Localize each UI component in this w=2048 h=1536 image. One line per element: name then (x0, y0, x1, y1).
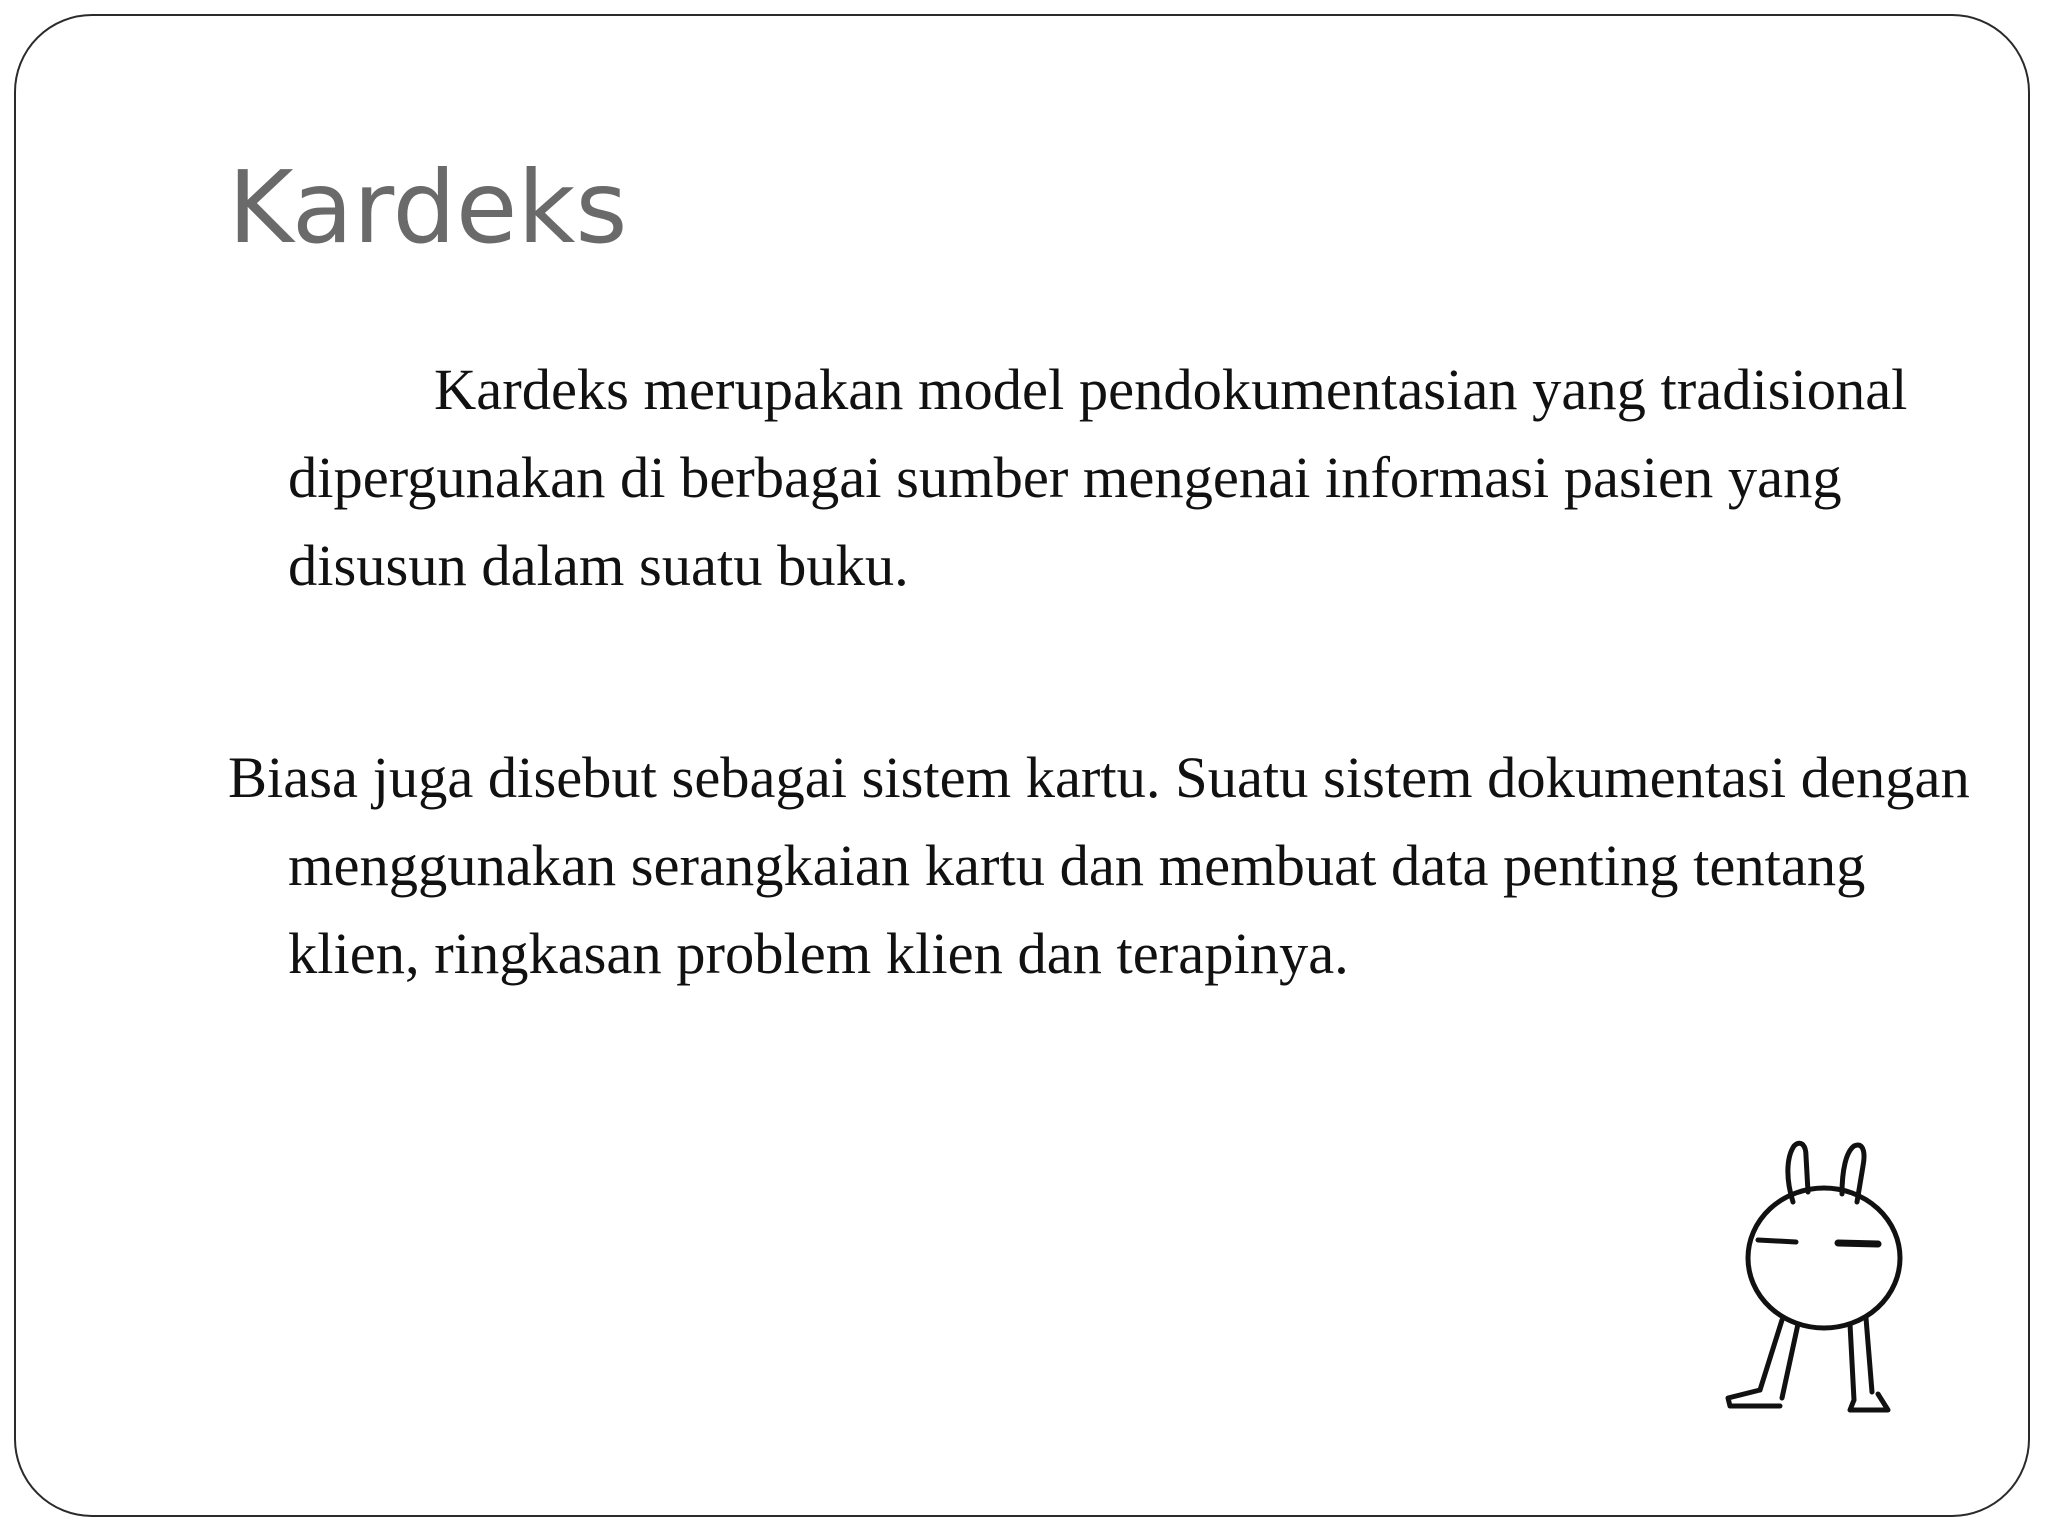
paragraph-card-system: Biasa juga disebut sebagai sistem kartu. Suatu sistem dokumentasi dengan menggunakan serangkaian kartu dan membuat data penting tentang klien, ringkasan problem klien dan terapinya. (228, 745, 1970, 986)
paragraph-kardeks-definition: Kardeks merupakan model pendokumentasian yang tradisional dipergunakan di berbagai sumber mengenai informasi pasien yang disusun dalam suatu buku. (288, 357, 1908, 598)
slide-title: Kardeks (228, 149, 628, 266)
rabbit-doodle-icon (1700, 1110, 1950, 1430)
